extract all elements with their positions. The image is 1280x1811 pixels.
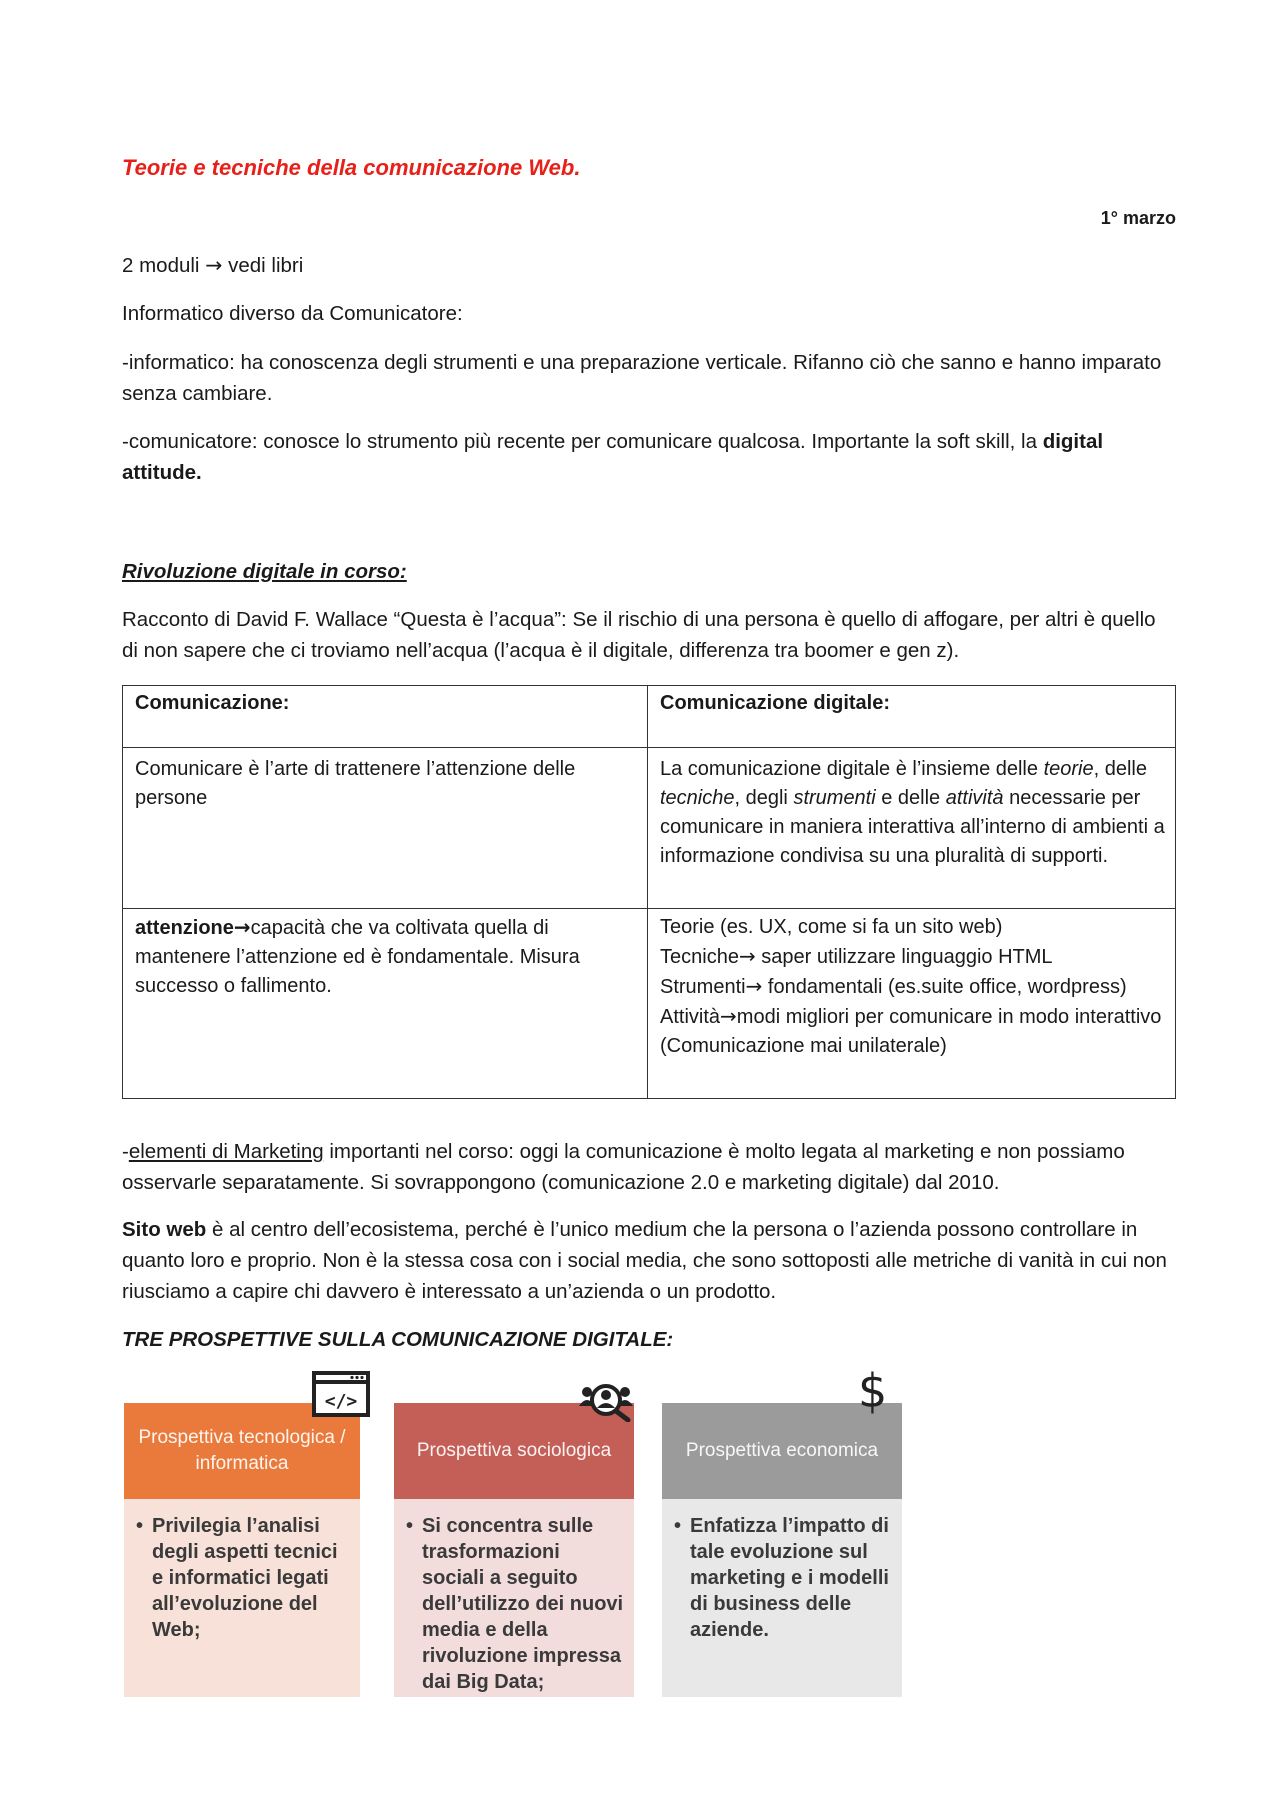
intro-moduli: 2 moduli → vedi libri [122, 253, 304, 277]
table-cell-definizione-digitale: La comunicazione digitale è l’insieme delle teorie, delle tecniche, degli strumenti e delle attività necessarie per comunicare in maniera interattiva all’interno di ambienti a informazione condivisa su una pluralità di supporti. [648, 748, 1176, 909]
arrow-icon: → [738, 944, 756, 968]
perspective-title: Prospettiva tecnologica / informatica [124, 1403, 360, 1499]
table-header-row [123, 686, 1176, 748]
bullet-icon: • [406, 1515, 414, 1537]
arrow-icon: → [205, 253, 223, 277]
dollar-icon: $ [858, 1364, 888, 1418]
perspective-card-economica [662, 1375, 902, 1697]
table-header-comunicazione: Comunicazione: [123, 686, 648, 748]
rivoluzione-heading: Rivoluzione digitale in corso: [122, 560, 407, 583]
bullet-icon: • [136, 1515, 144, 1537]
table-header-comunicazione-digitale: Comunicazione digitale: [648, 686, 1176, 748]
intro-comunicatore: -comunicatore: conosce lo strumento più recente per comunicare qualcosa. Importante la soft skill, la digital attitude. [122, 430, 1104, 484]
perspective-card-sociologica [394, 1375, 634, 1697]
perspective-body: • Si concentra sulle trasformazioni sociali a seguito dell’utilizzo dei nuovi media e della rivoluzione impressa dai Big Data; [394, 1499, 634, 1697]
people-search-icon [578, 1378, 636, 1422]
page-title: Teorie e tecniche della comunicazione Web. [122, 155, 581, 180]
perspective-body: • Enfatizza l’impatto di tale evoluzione sul marketing e i modelli di business delle aziende. [662, 1499, 902, 1697]
table-row [123, 748, 1176, 909]
table-cell-definizione: Comunicare è l’arte di trattenere l’attenzione delle persone [123, 748, 648, 909]
intro-diverso: Informatico diverso da Comunicatore: [122, 302, 463, 325]
rivoluzione-text: Racconto di David F. Wallace “Questa è l’acqua”: Se il rischio di una persona è quello di affogare, per altri è quello di non sapere che ci troviamo nell’acqua (l’acqua è il digitale, differenza tra boomer e gen z). [122, 608, 1156, 662]
arrow-icon: → [233, 915, 251, 939]
arrow-icon: → [745, 974, 763, 998]
perspective-body: • Privilegia l’analisi degli aspetti tecnici e informatici legati all’evoluzione del Web; [124, 1499, 360, 1697]
perspective-title: Prospettiva economica [662, 1403, 902, 1499]
bullet-icon: • [674, 1515, 682, 1537]
intro-informatico: -informatico: ha conoscenza degli strumenti e una preparazione verticale. Rifanno ciò che sanno e hanno imparato senza cambiare. [122, 351, 1162, 405]
prospettive-heading: TRE PROSPETTIVE SULLA COMUNICAZIONE DIGITALE: [122, 1328, 674, 1351]
marketing-text: -elementi di Marketing importanti nel corso: oggi la comunicazione è molto legata al marketing e non possiamo osservarle separatamente. Si sovrappongono (comunicazione 2.0 e marketing digitale) dal 2010. [122, 1140, 1125, 1194]
code-window-icon [312, 1371, 370, 1417]
table-row [123, 909, 1176, 1099]
table-cell-attenzione: attenzione→capacità che va coltivata quella di mantenere l’attenzione ed è fondamentale. Misura successo o fallimento. [123, 909, 648, 1099]
table-cell-elementi: Teorie (es. UX, come si fa un sito web) Tecniche→ saper utilizzare linguaggio HTML Strumenti→ fondamentali (es.suite office, wordpress) Attività→modi migliori per comunicare in modo interattivo (Comunicazione mai unilaterale) [648, 909, 1176, 1099]
lecture-date: 1° marzo [1100, 208, 1176, 228]
arrow-icon: → [720, 1004, 737, 1028]
perspective-card-tecnologica [124, 1375, 360, 1697]
comparison-table [122, 685, 1176, 1099]
perspective-title: Prospettiva sociologica [394, 1403, 634, 1499]
svg-text:</>: </> [324, 1391, 358, 1412]
sito-web-text: Sito web è al centro dell’ecosistema, perché è l’unico medium che la persona o l’azienda possono controllare in quanto loro e proprio. Non è la stessa cosa con i social media, che sono sottoposti alle metriche di vanità in cui non riusciamo a capire chi davvero è interessato a un’azienda o un prodotto. [122, 1218, 1167, 1303]
